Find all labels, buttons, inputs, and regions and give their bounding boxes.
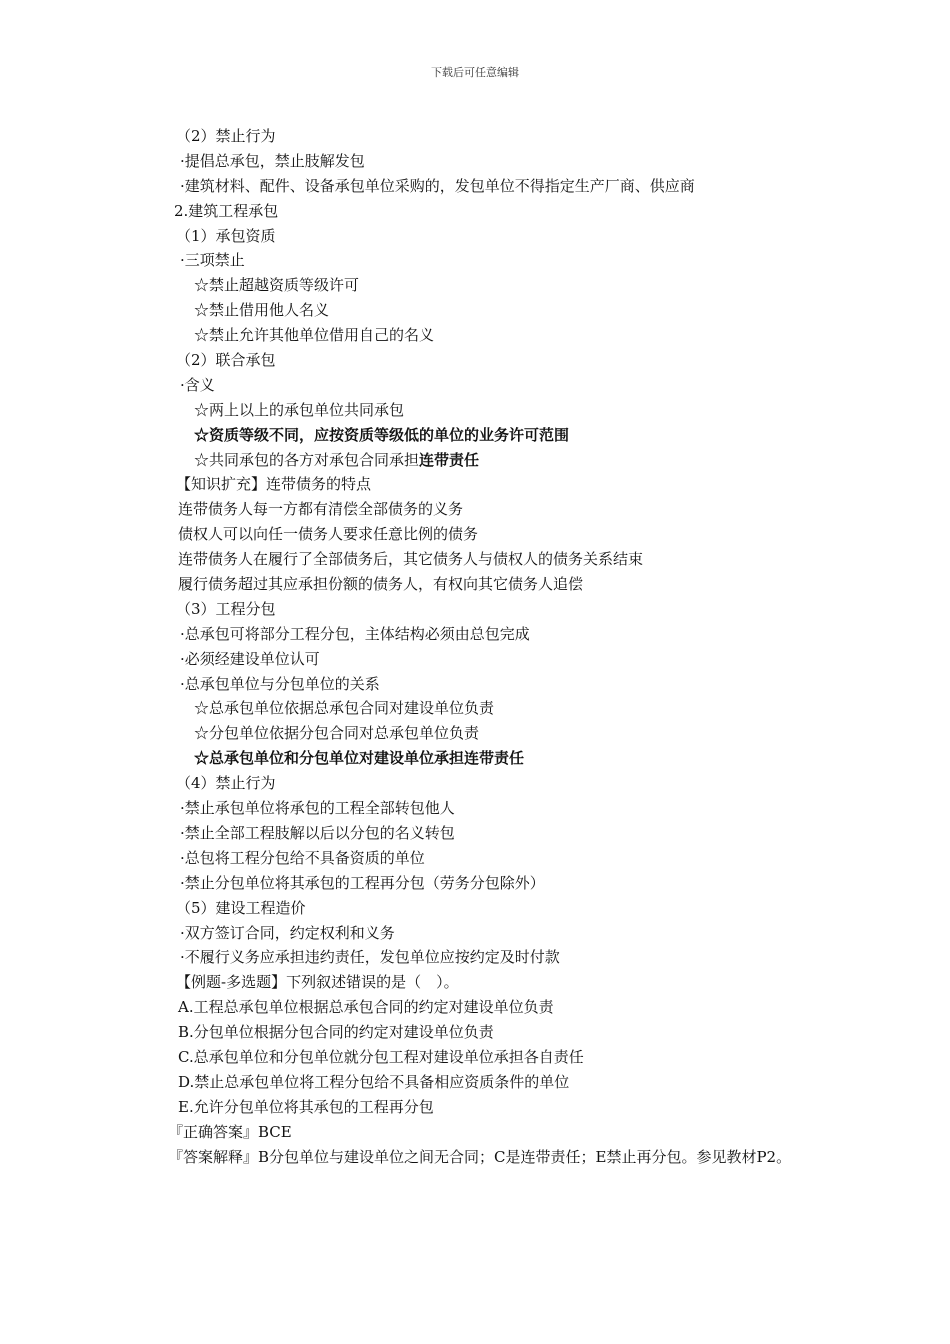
section-heading: （3）工程分包 (176, 599, 276, 618)
bullet-item: ·双方签订合同，约定权利和义务 (180, 923, 395, 942)
star-item-emphasis: 连带责任 (419, 450, 480, 469)
star-item: ☆禁止借用他人名义 (194, 301, 330, 320)
answer-explanation: 『答案解释』B分包单位与建设单位之间无合同；C是连带责任；E禁止再分包。参见教材P2。 (168, 1147, 792, 1166)
star-item: ☆禁止允许其他单位借用自己的名义 (194, 326, 435, 345)
bullet-item: ·建筑材料、配件、设备承包单位采购的，发包单位不得指定生产厂商、供应商 (180, 176, 695, 195)
text-line: 债权人可以向任一债务人要求任意比例的债务 (178, 525, 479, 544)
bullet-item: ·不履行义务应承担违约责任，发包单位应按约定及时付款 (180, 948, 560, 967)
star-item: ☆禁止超越资质等级许可 (194, 276, 360, 295)
answer-option: B.分包单位根据分包合同的约定对建设单位负责 (178, 1023, 494, 1042)
knowledge-heading: 【知识扩充】连带债务的特点 (176, 475, 372, 494)
bullet-item: ·必须经建设单位认可 (180, 649, 320, 668)
star-item-bold: ☆资质等级不同，应按资质等级低的单位的业务许可范围 (194, 425, 570, 444)
document-body (168, 124, 828, 1169)
answer-option: E.允许分包单位将其承包的工程再分包 (178, 1097, 434, 1116)
answer-option: C.总承包单位和分包单位就分包工程对建设单位承担各自责任 (178, 1047, 584, 1066)
star-item-bold: ☆总承包单位和分包单位对建设单位承担连带责任 (194, 749, 525, 768)
bullet-item: ·三项禁止 (180, 251, 245, 270)
bullet-item: ·禁止全部工程肢解以后以分包的名义转包 (180, 823, 455, 842)
text-line: 履行债务超过其应承担份额的债务人，有权向其它债务人追偿 (178, 575, 584, 594)
section-heading: 2.建筑工程承包 (174, 201, 279, 220)
section-heading: （2）联合承包 (176, 351, 276, 370)
bullet-item: ·禁止分包单位将其承包的工程再分包（劳务分包除外） (180, 873, 545, 892)
star-item: ☆分包单位依据分包合同对总承包单位负责 (194, 724, 480, 743)
section-heading: （5）建设工程造价 (176, 898, 306, 917)
section-heading: （4）禁止行为 (176, 774, 276, 793)
answer-option: D.禁止总承包单位将工程分包给不具备相应资质条件的单位 (178, 1072, 570, 1091)
example-question: 【例题-多选题】下列叙述错误的是（ ）。 (176, 973, 459, 992)
star-item-text: ☆共同承包的各方对承包合同承担 (194, 450, 420, 469)
text-line: 连带债务人每一方都有清偿全部债务的义务 (178, 500, 464, 519)
bullet-item: ·总包将工程分包给不具备资质的单位 (180, 848, 425, 867)
answer-option: A.工程总承包单位根据总承包合同的约定对建设单位负责 (178, 998, 554, 1017)
bullet-item: ·禁止承包单位将承包的工程全部转包他人 (180, 799, 455, 818)
correct-answer: 『正确答案』BCE (168, 1122, 292, 1141)
bullet-item: ·总承包可将部分工程分包，主体结构必须由总包完成 (180, 624, 530, 643)
bullet-item: ·含义 (180, 375, 215, 394)
section-heading: （1）承包资质 (176, 226, 276, 245)
star-item (168, 448, 828, 473)
section-heading: （2）禁止行为 (176, 127, 276, 145)
bullet-item: ·总承包单位与分包单位的关系 (180, 674, 380, 693)
text-line: 连带债务人在履行了全部债务后，其它债务人与债权人的债务关系结束 (178, 550, 644, 569)
page-header: 下载后可任意编辑 (431, 66, 519, 79)
bullet-item: ·提倡总承包，禁止肢解发包 (180, 151, 365, 170)
star-item: ☆两上以上的承包单位共同承包 (194, 400, 405, 419)
star-item: ☆总承包单位依据总承包合同对建设单位负责 (194, 699, 495, 718)
